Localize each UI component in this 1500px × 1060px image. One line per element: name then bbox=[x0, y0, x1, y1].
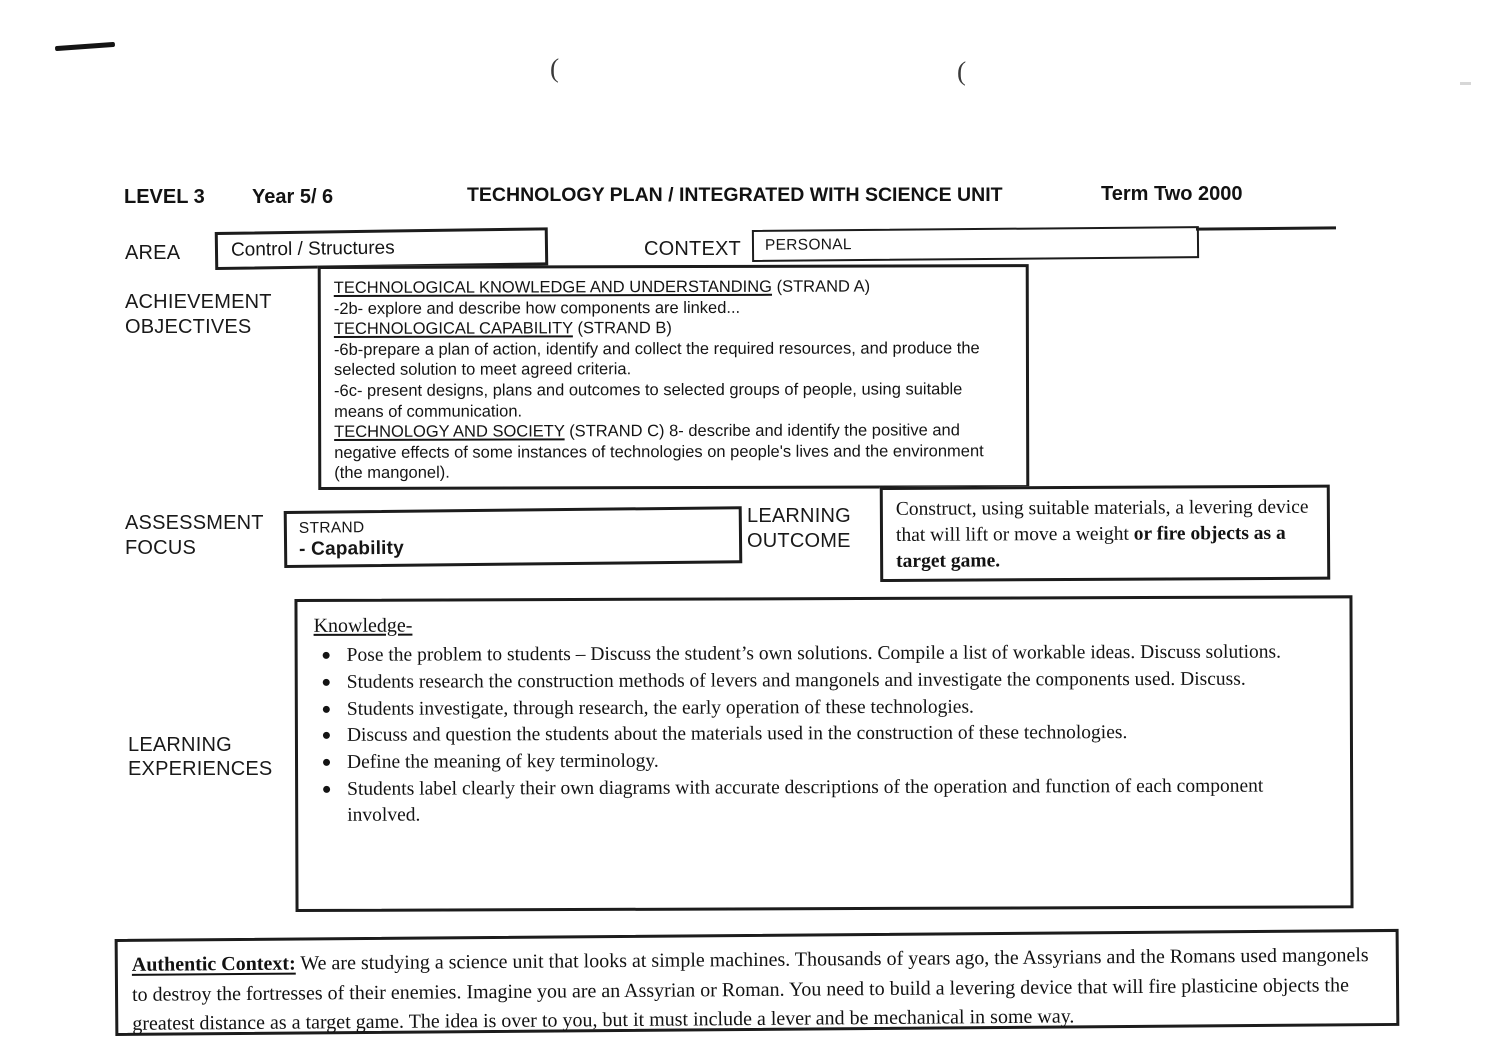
list-item: Pose the problem to students – Discuss the student’s own solutions. Compile a list of workable ideas. Discuss solutions. bbox=[314, 639, 1332, 668]
achievement-label-line1: ACHIEVEMENT bbox=[125, 291, 272, 313]
list-item: Discuss and question the students about the materials used in the construction of these technologies. bbox=[314, 720, 1332, 749]
list-item: Students label clearly their own diagrams with accurate descriptions of the operation and function of each component involved. bbox=[314, 773, 1332, 828]
assessment-focus-box bbox=[284, 506, 743, 568]
achievement-objectives-box bbox=[318, 264, 1030, 490]
context-label: CONTEXT bbox=[644, 238, 741, 260]
authentic-context-box bbox=[115, 929, 1400, 1036]
experiences-label-line1: LEARNING bbox=[128, 734, 232, 756]
assessment-label-line1: ASSESSMENT bbox=[125, 512, 264, 534]
area-label: AREA bbox=[125, 242, 181, 264]
scan-mark-paren-right: ( bbox=[956, 55, 967, 87]
scan-mark-dash bbox=[55, 42, 115, 51]
objective-strand-suffix: (STRAND C) 8- describe and identify the positive and negative effects of some instances of technologies on people's lives and the environment (the mangonel). bbox=[334, 421, 984, 483]
objective-strand-heading: TECHNOLOGICAL KNOWLEDGE AND UNDERSTANDING bbox=[333, 277, 773, 297]
objective-line: -6b-prepare a plan of action, identify and collect the required resources, and produce the selected solution to meet agreed criteria. bbox=[333, 339, 980, 380]
objective-strand-heading: TECHNOLOGY AND SOCIETY bbox=[334, 422, 565, 442]
area-box bbox=[215, 227, 548, 270]
authentic-context-label: Authentic Context: bbox=[131, 952, 296, 976]
outcome-text: Construct, using suitable materials, a levering device that will lift or move a weight bbox=[895, 496, 1309, 546]
knowledge-heading: Knowledge- bbox=[313, 614, 413, 637]
outcome-text-bold: or fire objects as a target game. bbox=[896, 522, 1286, 572]
objective-line bbox=[334, 420, 1014, 484]
learning-outcome-label bbox=[747, 504, 851, 554]
assessment-label-line2: FOCUS bbox=[125, 537, 196, 559]
experiences-label-line2: EXPERIENCES bbox=[128, 758, 273, 780]
scan-mark-speck bbox=[1460, 82, 1471, 85]
list-item: Define the meaning of key terminology. bbox=[314, 747, 1332, 776]
objective-strand-suffix: (STRAND A) bbox=[771, 277, 871, 296]
learning-experiences-list bbox=[314, 639, 1333, 828]
objective-line: -6c- present designs, plans and outcomes to selected groups of people, using suitable means of communication. bbox=[334, 380, 963, 421]
term-label: Term Two 2000 bbox=[1101, 183, 1243, 205]
achievement-objectives-label bbox=[125, 290, 272, 340]
objective-line bbox=[334, 276, 1014, 298]
page-title: TECHNOLOGY PLAN / INTEGRATED WITH SCIENCE UNIT bbox=[467, 184, 1003, 206]
level-label: LEVEL 3 bbox=[124, 186, 205, 208]
context-box-extension-line bbox=[1196, 226, 1336, 230]
achievement-label-line2: OBJECTIVES bbox=[125, 316, 252, 338]
authentic-context-text: We are studying a science unit that looks at simple machines. Thousands of years ago, the Assyrians and the Romans used mangonels to destroy the fortresses of their enemies. Imagine you are an Assyrian or Roman. You need to build a levering device that will fire plasticine objects the greatest distance as a target game. The idea is over to you, but it must include a lever and be mechanical in some way. bbox=[131, 944, 1369, 1035]
learning-experiences-box bbox=[294, 595, 1353, 912]
list-item: Students research the construction methods of levers and mangonels and investigate the components used. Discuss. bbox=[314, 666, 1332, 695]
strand-label: STRAND bbox=[298, 519, 365, 537]
learning-experiences-label bbox=[128, 733, 272, 781]
assessment-focus-label bbox=[125, 511, 264, 561]
outcome-label-line2: OUTCOME bbox=[747, 530, 851, 552]
context-box bbox=[752, 226, 1199, 262]
objective-strand-suffix: (STRAND B) bbox=[572, 319, 672, 338]
objective-line bbox=[334, 317, 1014, 339]
year-label: Year 5/ 6 bbox=[252, 186, 334, 208]
list-item: Students investigate, through research, the early operation of these technologies. bbox=[314, 693, 1332, 722]
objective-strand-heading: TECHNOLOGICAL CAPABILITY bbox=[333, 319, 573, 339]
area-value: Control / Structures bbox=[230, 237, 395, 261]
scan-mark-paren-left: ( bbox=[549, 52, 560, 84]
context-value: PERSONAL bbox=[764, 236, 852, 254]
learning-outcome-box bbox=[880, 485, 1330, 582]
strand-value: - Capability bbox=[298, 537, 405, 560]
objective-line: -2b- explore and describe how components are linked... bbox=[333, 298, 741, 318]
outcome-label-line1: LEARNING bbox=[747, 505, 851, 527]
